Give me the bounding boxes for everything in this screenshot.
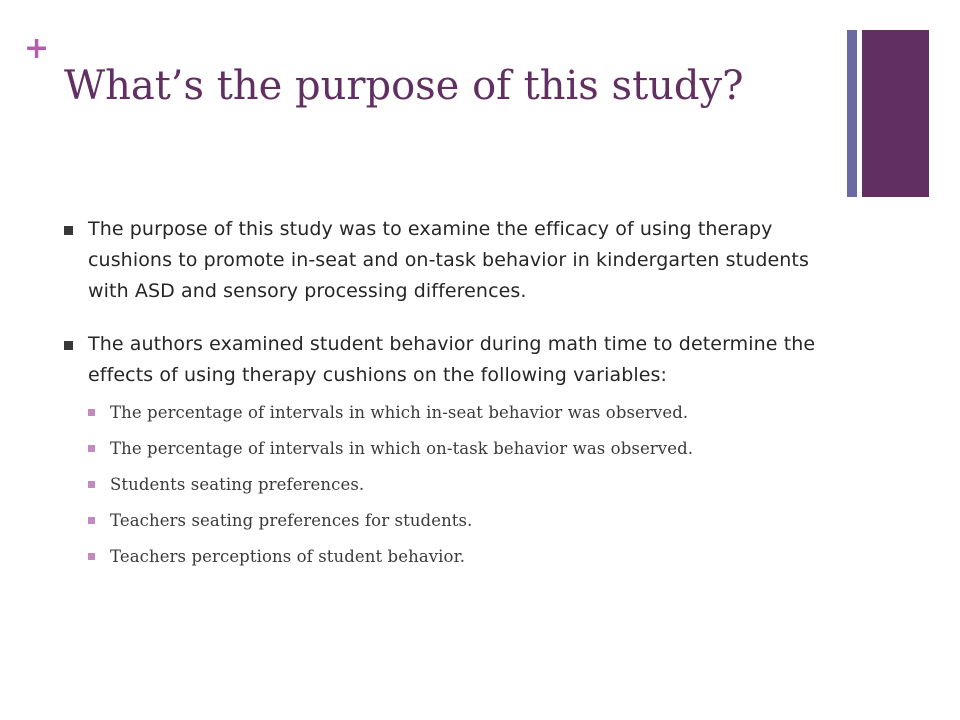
sub-bullet-text: The percentage of intervals in which on-task behavior was observed. xyxy=(110,439,694,458)
sub-bullet-item xyxy=(88,469,834,500)
accent-bar-thick xyxy=(862,30,929,197)
plus-icon: + xyxy=(24,31,50,66)
square-sub-bullet-icon xyxy=(88,517,95,524)
square-sub-bullet-icon xyxy=(88,409,95,416)
sub-bullet-item xyxy=(88,541,834,572)
square-sub-bullet-icon xyxy=(88,553,95,560)
sub-bullet-item xyxy=(88,397,834,428)
bullet-text: The purpose of this study was to examine the efficacy of using therapy cushions to promote in-seat and on-task behavior in kindergarten students with ASD and sensory processing differences. xyxy=(88,218,809,302)
sub-bullet-text: Teachers perceptions of student behavior. xyxy=(110,547,466,566)
bullet-list xyxy=(64,214,834,594)
square-bullet-icon xyxy=(64,226,73,235)
sub-bullet-list xyxy=(88,397,834,572)
sub-bullet-item xyxy=(88,505,834,536)
sub-bullet-text: Students seating preferences. xyxy=(110,475,365,494)
accent-bar-thin xyxy=(847,30,857,197)
bullet-text: The authors examined student behavior during math time to determine the effects of using therapy cushions on the following variables: xyxy=(88,333,816,386)
sub-bullet-text: Teachers seating preferences for students. xyxy=(110,511,473,530)
slide-title: What’s the purpose of this study? xyxy=(64,63,744,109)
sub-bullet-item xyxy=(88,433,834,464)
square-sub-bullet-icon xyxy=(88,445,95,452)
bullet-item xyxy=(64,214,834,307)
square-sub-bullet-icon xyxy=(88,481,95,488)
bullet-item xyxy=(64,329,834,572)
sub-bullet-text: The percentage of intervals in which in-seat behavior was observed. xyxy=(110,403,689,422)
square-bullet-icon xyxy=(64,341,73,350)
